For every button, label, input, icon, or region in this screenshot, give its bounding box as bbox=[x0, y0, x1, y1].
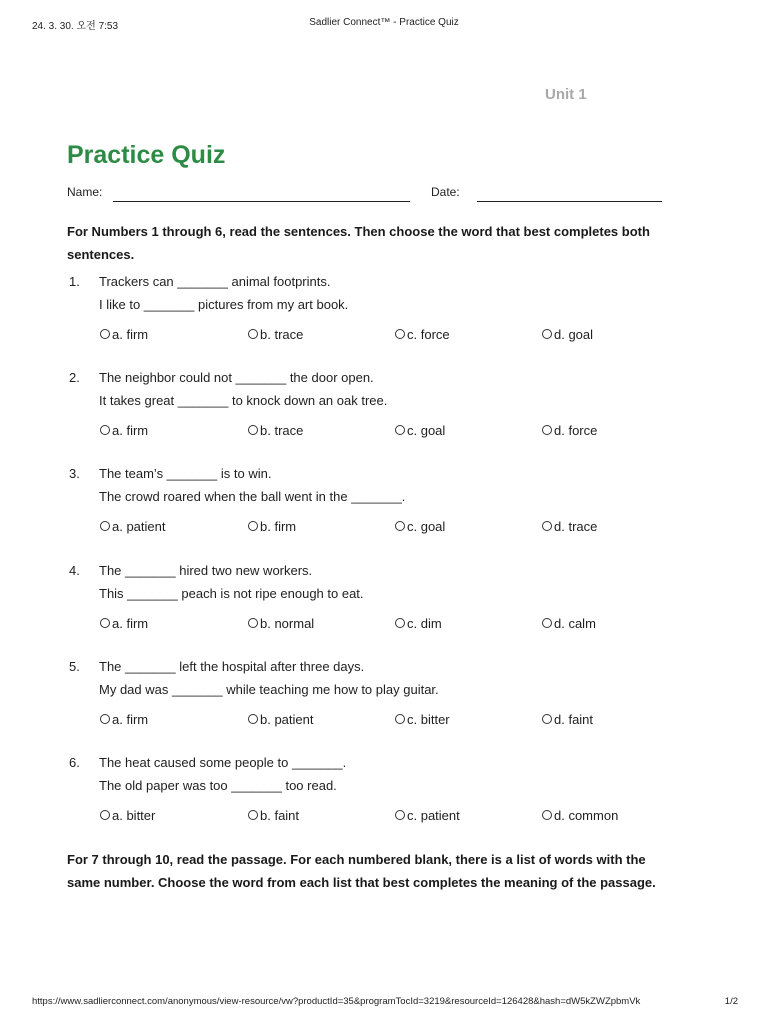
question-sentence-1: The _______ left the hospital after three days. bbox=[99, 659, 365, 674]
radio-circle-icon[interactable] bbox=[100, 521, 110, 531]
option-b[interactable] bbox=[248, 806, 299, 824]
answer-options bbox=[100, 614, 700, 632]
question-sentence-2: The old paper was too _______ too read. bbox=[99, 778, 337, 793]
option-label: d. common bbox=[554, 807, 619, 823]
radio-circle-icon[interactable] bbox=[395, 329, 405, 339]
option-label: c. goal bbox=[407, 422, 446, 438]
option-c[interactable] bbox=[395, 806, 460, 824]
option-label: a. firm bbox=[112, 422, 149, 438]
question-sentence-1: Trackers can _______ animal footprints. bbox=[99, 274, 331, 289]
question-1 bbox=[67, 274, 687, 354]
option-label: d. calm bbox=[554, 615, 596, 631]
option-c[interactable] bbox=[395, 421, 445, 439]
question-number: 3. bbox=[69, 466, 80, 481]
radio-circle-icon[interactable] bbox=[100, 329, 110, 339]
radio-circle-icon[interactable] bbox=[248, 329, 258, 339]
option-b[interactable] bbox=[248, 421, 303, 439]
name-label: Name: bbox=[67, 185, 103, 199]
option-label: b. trace bbox=[260, 326, 304, 342]
option-label: c. dim bbox=[407, 615, 442, 631]
question-sentence-2: It takes great _______ to knock down an oak tree. bbox=[99, 393, 388, 408]
radio-circle-icon[interactable] bbox=[248, 810, 258, 820]
question-5 bbox=[67, 659, 687, 739]
answer-options bbox=[100, 421, 700, 439]
name-date-row bbox=[67, 185, 667, 205]
option-b[interactable] bbox=[248, 614, 314, 632]
option-d[interactable] bbox=[542, 421, 597, 439]
radio-circle-icon[interactable] bbox=[542, 329, 552, 339]
question-number: 4. bbox=[69, 563, 80, 578]
radio-circle-icon[interactable] bbox=[100, 810, 110, 820]
radio-circle-icon[interactable] bbox=[542, 714, 552, 724]
page-number: 1/2 bbox=[724, 996, 738, 1007]
option-d[interactable] bbox=[542, 614, 596, 632]
instructions-part-2: For 7 through 10, read the passage. For each numbered blank, there is a list of words with the same number. Choose the word from each list that best completes the meaning of the passage. bbox=[67, 852, 656, 890]
radio-circle-icon[interactable] bbox=[100, 425, 110, 435]
answer-options bbox=[100, 517, 700, 535]
option-label: c. goal bbox=[407, 518, 446, 534]
question-sentence-2: This _______ peach is not ripe enough to eat. bbox=[99, 586, 364, 601]
option-label: a. firm bbox=[112, 615, 149, 631]
answer-options bbox=[100, 710, 700, 728]
option-label: b. patient bbox=[260, 711, 314, 727]
radio-circle-icon[interactable] bbox=[248, 714, 258, 724]
question-6 bbox=[67, 755, 687, 835]
option-label: d. goal bbox=[554, 326, 594, 342]
option-label: b. normal bbox=[260, 615, 315, 631]
radio-circle-icon[interactable] bbox=[100, 618, 110, 628]
option-a[interactable] bbox=[100, 614, 148, 632]
question-sentence-2: I like to _______ pictures from my art book. bbox=[99, 297, 349, 312]
radio-circle-icon[interactable] bbox=[248, 521, 258, 531]
radio-circle-icon[interactable] bbox=[542, 425, 552, 435]
radio-circle-icon[interactable] bbox=[248, 618, 258, 628]
question-sentence-2: The crowd roared when the ball went in the _______. bbox=[99, 489, 406, 504]
option-d[interactable] bbox=[542, 325, 593, 343]
option-label: d. trace bbox=[554, 518, 598, 534]
print-timestamp: 24. 3. 30. 오전 7:53 bbox=[32, 21, 119, 32]
date-field[interactable] bbox=[477, 201, 662, 202]
unit-label: Unit 1 bbox=[545, 86, 587, 103]
instructions-part-1: For Numbers 1 through 6, read the sentences. Then choose the word that best completes both sentences. bbox=[67, 224, 650, 262]
option-b[interactable] bbox=[248, 517, 296, 535]
name-field[interactable] bbox=[113, 201, 410, 202]
option-d[interactable] bbox=[542, 710, 593, 728]
radio-circle-icon[interactable] bbox=[395, 521, 405, 531]
radio-circle-icon[interactable] bbox=[542, 618, 552, 628]
option-label: b. firm bbox=[260, 518, 297, 534]
date-label: Date: bbox=[431, 185, 460, 199]
answer-options bbox=[100, 325, 700, 343]
option-label: c. patient bbox=[407, 807, 460, 823]
radio-circle-icon[interactable] bbox=[248, 425, 258, 435]
question-sentence-1: The team’s _______ is to win. bbox=[99, 466, 272, 481]
question-number: 1. bbox=[69, 274, 80, 289]
question-2 bbox=[67, 370, 687, 450]
option-label: c. force bbox=[407, 326, 450, 342]
question-number: 2. bbox=[69, 370, 80, 385]
question-number: 6. bbox=[69, 755, 80, 770]
option-b[interactable] bbox=[248, 325, 303, 343]
option-a[interactable] bbox=[100, 421, 148, 439]
option-d[interactable] bbox=[542, 806, 618, 824]
radio-circle-icon[interactable] bbox=[395, 425, 405, 435]
option-label: a. firm bbox=[112, 711, 149, 727]
radio-circle-icon[interactable] bbox=[395, 714, 405, 724]
option-a[interactable] bbox=[100, 710, 148, 728]
option-c[interactable] bbox=[395, 325, 450, 343]
option-label: d. faint bbox=[554, 711, 594, 727]
option-c[interactable] bbox=[395, 710, 450, 728]
option-c[interactable] bbox=[395, 614, 442, 632]
option-a[interactable] bbox=[100, 517, 166, 535]
question-3 bbox=[67, 466, 687, 546]
question-sentence-1: The heat caused some people to _______. bbox=[99, 755, 347, 770]
option-a[interactable] bbox=[100, 325, 148, 343]
radio-circle-icon[interactable] bbox=[395, 810, 405, 820]
answer-options bbox=[100, 806, 700, 824]
option-label: c. bitter bbox=[407, 711, 450, 727]
question-sentence-1: The _______ hired two new workers. bbox=[99, 563, 313, 578]
radio-circle-icon[interactable] bbox=[542, 810, 552, 820]
option-b[interactable] bbox=[248, 710, 314, 728]
question-sentence-1: The neighbor could not _______ the door open. bbox=[99, 370, 374, 385]
page-url: https://www.sadlierconnect.com/anonymous/view-resource/vw?productId=35&programTocId=3219&resourceId=126428&hash=dW5kZWZpbmVk bbox=[32, 996, 641, 1007]
page-title: Practice Quiz bbox=[67, 141, 226, 169]
option-label: b. trace bbox=[260, 422, 304, 438]
option-label: a. firm bbox=[112, 326, 149, 342]
option-label: d. force bbox=[554, 422, 598, 438]
radio-circle-icon[interactable] bbox=[100, 714, 110, 724]
option-label: a. bitter bbox=[112, 807, 156, 823]
option-c[interactable] bbox=[395, 517, 445, 535]
option-label: a. patient bbox=[112, 518, 166, 534]
question-sentence-2: My dad was _______ while teaching me how to play guitar. bbox=[99, 682, 439, 697]
question-number: 5. bbox=[69, 659, 80, 674]
option-label: b. faint bbox=[260, 807, 300, 823]
radio-circle-icon[interactable] bbox=[542, 521, 552, 531]
radio-circle-icon[interactable] bbox=[395, 618, 405, 628]
option-d[interactable] bbox=[542, 517, 597, 535]
question-4 bbox=[67, 563, 687, 643]
option-a[interactable] bbox=[100, 806, 155, 824]
print-page-title: Sadlier Connect™ - Practice Quiz bbox=[309, 17, 459, 28]
